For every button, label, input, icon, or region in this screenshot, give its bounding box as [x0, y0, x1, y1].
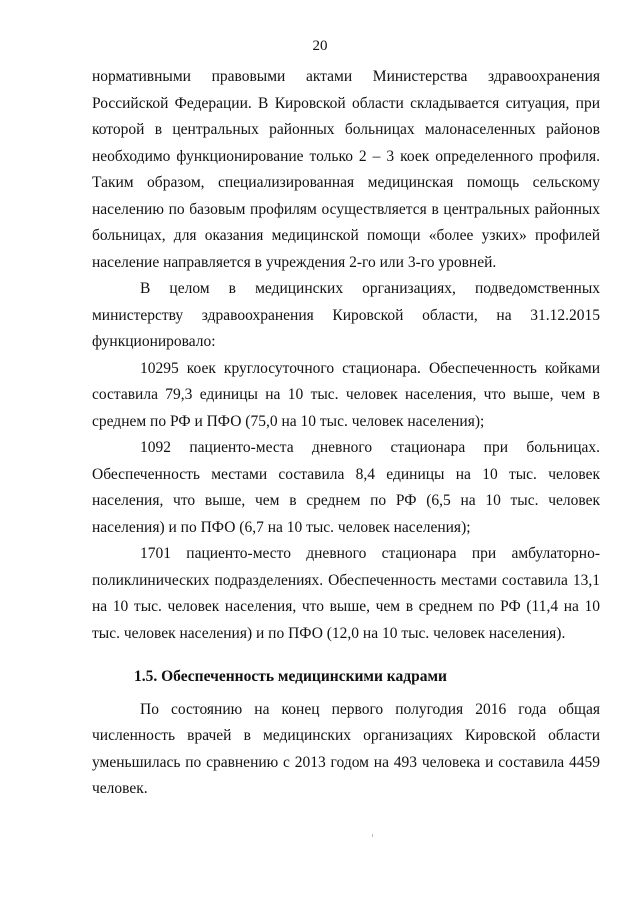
document-body	[92, 64, 600, 803]
section-heading: 1.5. Обеспеченность медицинскими кадрами	[134, 668, 447, 685]
paragraph-summary-intro: В целом в медицинских организациях, подведомственных министерству здравоохранения Кировской области, на 31.12.2015 функционировало:	[92, 280, 600, 350]
paragraph-continued: нормативными правовыми актами Министерства здравоохранения Российской Федерации. В Кировской области складывается ситуация, при которой в центральных районных больницах малонаселенных районов необходимо функционирование только 2 – 3 коек определенного профиля. Таким образом, специализированная медицинская помощь сельскому населению по базовым профилям осуществляется в центральных районных больницах, для оказания медицинской помощи «более узких» профилей население направляется в учреждения 2-го или 3-го уровней.	[92, 68, 600, 271]
paragraph-doctors-count: По состоянию на конец первого полугодия 2016 года общая численность врачей в медицинских организациях Кировской области уменьшилась по сравнению с 2013 годом на 493 человека и составила 4459 человек.	[92, 700, 600, 797]
scan-speck	[372, 834, 373, 837]
page-number: 20	[312, 38, 328, 54]
paragraph-day-hospital-places: 1092 пациенто-места дневного стационара при больницах. Обеспеченность местами составила 8,4 единицы на 10 тыс. человек населения, что выше, чем в среднем по РФ (6,5 на 10 тыс. человек населения) и по ПФО (6,7 на 10 тыс. человек населения);	[92, 439, 600, 536]
paragraph-round-the-clock-beds: 10295 коек круглосуточного стационара. Обеспеченность койками составила 79,3 единицы на 10 тыс. человек населения, что выше, чем в среднем по РФ и ПФО (75,0 на 10 тыс. человек населения);	[92, 359, 600, 430]
paragraph-outpatient-day-places: 1701 пациенто-место дневного стационара при амбулаторно-поликлинических подразделениях. Обеспеченность местами составила 13,1 на 10 тыс. человек населения, что выше, чем в среднем по РФ (11,4 на 10 тыс. человек населения) и по ПФО (12,0 на 10 тыс. человек населения).	[92, 545, 600, 642]
